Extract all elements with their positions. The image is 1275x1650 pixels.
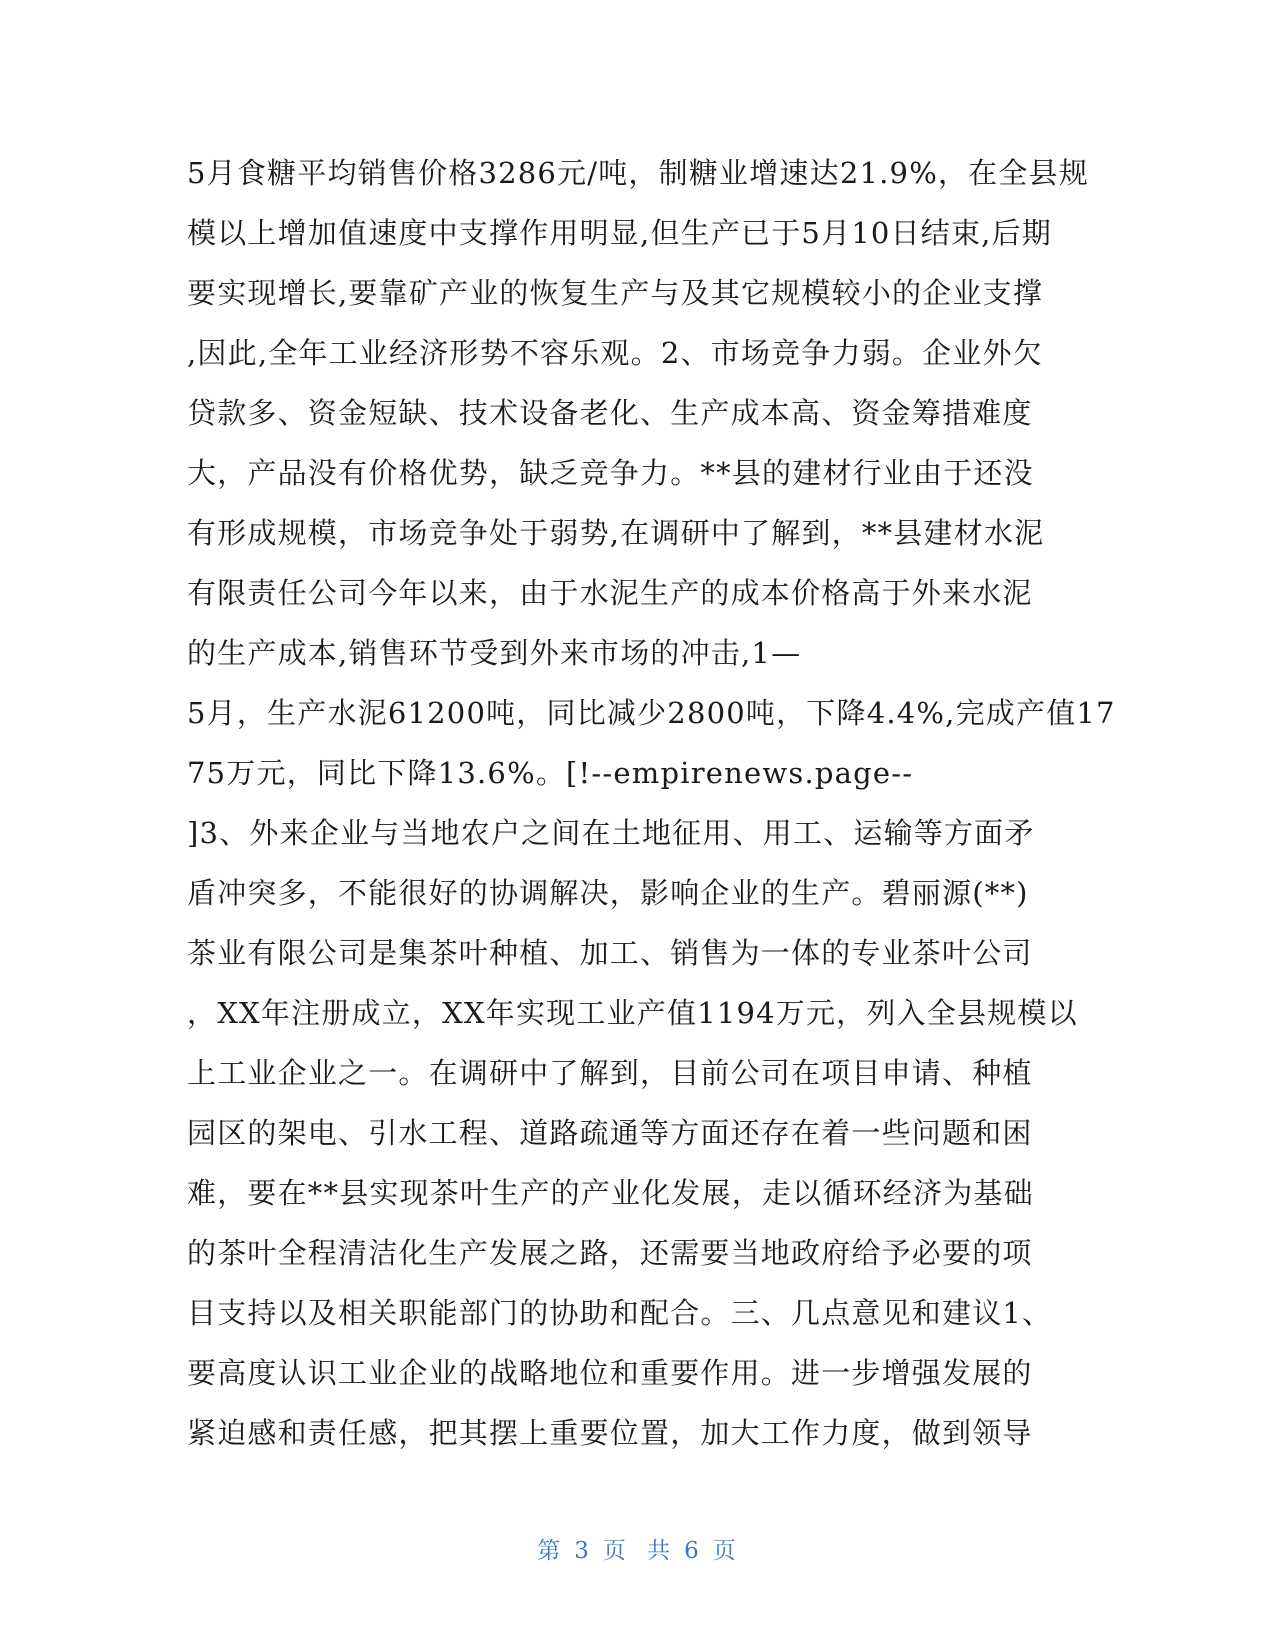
text-line: 紧迫感和责任感，把其摆上重要位置，加大工作力度，做到领导 — [187, 1416, 1033, 1450]
text-line: 上工业企业之一。在调研中了解到，目前公司在项目申请、种植 — [187, 1056, 1033, 1090]
text-line: 的生产成本,销售环节受到外来市场的冲击,1— — [187, 636, 802, 670]
text-line: 目支持以及相关职能部门的协助和配合。三、几点意见和建议1、 — [187, 1296, 1053, 1330]
text-line: 贷款多、资金短缺、技术设备老化、生产成本高、资金筹措难度 — [187, 396, 1033, 430]
footer-suffix: 页 — [712, 1538, 738, 1564]
current-page-number: 3 — [574, 1538, 591, 1564]
footer-middle: 页 共 — [602, 1538, 673, 1564]
text-line: 有限责任公司今年以来，由于水泥生产的成本价格高于外来水泥 — [187, 576, 1033, 610]
text-line: 园区的架电、引水工程、道路疏通等方面还存在着一些问题和困 — [187, 1116, 1033, 1150]
text-line: 5月食糖平均销售价格3286元/吨，制糖业增速达21.9%，在全县规 — [187, 156, 1089, 190]
page-footer — [0, 1532, 1275, 1565]
text-line: 茶业有限公司是集茶叶种植、加工、销售为一体的专业茶叶公司 — [187, 936, 1033, 970]
text-line: 大，产品没有价格优势，缺乏竞争力。**县的建材行业由于还没 — [187, 456, 1034, 490]
footer-prefix: 第 — [537, 1538, 563, 1564]
total-pages-number: 6 — [684, 1538, 701, 1564]
text-line: 75万元，同比下降13.6%。[!--empirenews.page-- — [187, 756, 914, 790]
text-line: ]3、外来企业与当地农户之间在土地征用、用工、运输等方面矛 — [187, 816, 1035, 850]
text-line: 模以上增加值速度中支撑作用明显,但生产已于5月10日结束,后期 — [187, 216, 1052, 250]
text-line: 有形成规模，市场竞争处于弱势,在调研中了解到，**县建材水泥 — [187, 516, 1045, 550]
text-line: 要实现增长,要靠矿产业的恢复生产与及其它规模较小的企业支撑 — [187, 276, 1044, 310]
text-line: 盾冲突多，不能很好的协调解决，影响企业的生产。碧丽源(**) — [187, 876, 1029, 910]
text-line: 5月，生产水泥61200吨，同比减少2800吨，下降4.4%,完成产值17 — [187, 696, 1116, 730]
text-line: ,因此,全年工业经济形势不容乐观。2、市场竞争力弱。企业外欠 — [187, 336, 1043, 370]
text-line: ，XX年注册成立，XX年实现工业产值1194万元，列入全县规模以 — [187, 996, 1078, 1030]
text-line: 难，要在**县实现茶叶生产的产业化发展，走以循环经济为基础 — [187, 1176, 1034, 1210]
text-line: 要高度认识工业企业的战略地位和重要作用。进一步增强发展的 — [187, 1356, 1033, 1390]
text-line: 的茶叶全程清洁化生产发展之路，还需要当地政府给予必要的项 — [187, 1236, 1033, 1270]
body-text — [187, 143, 1116, 1463]
